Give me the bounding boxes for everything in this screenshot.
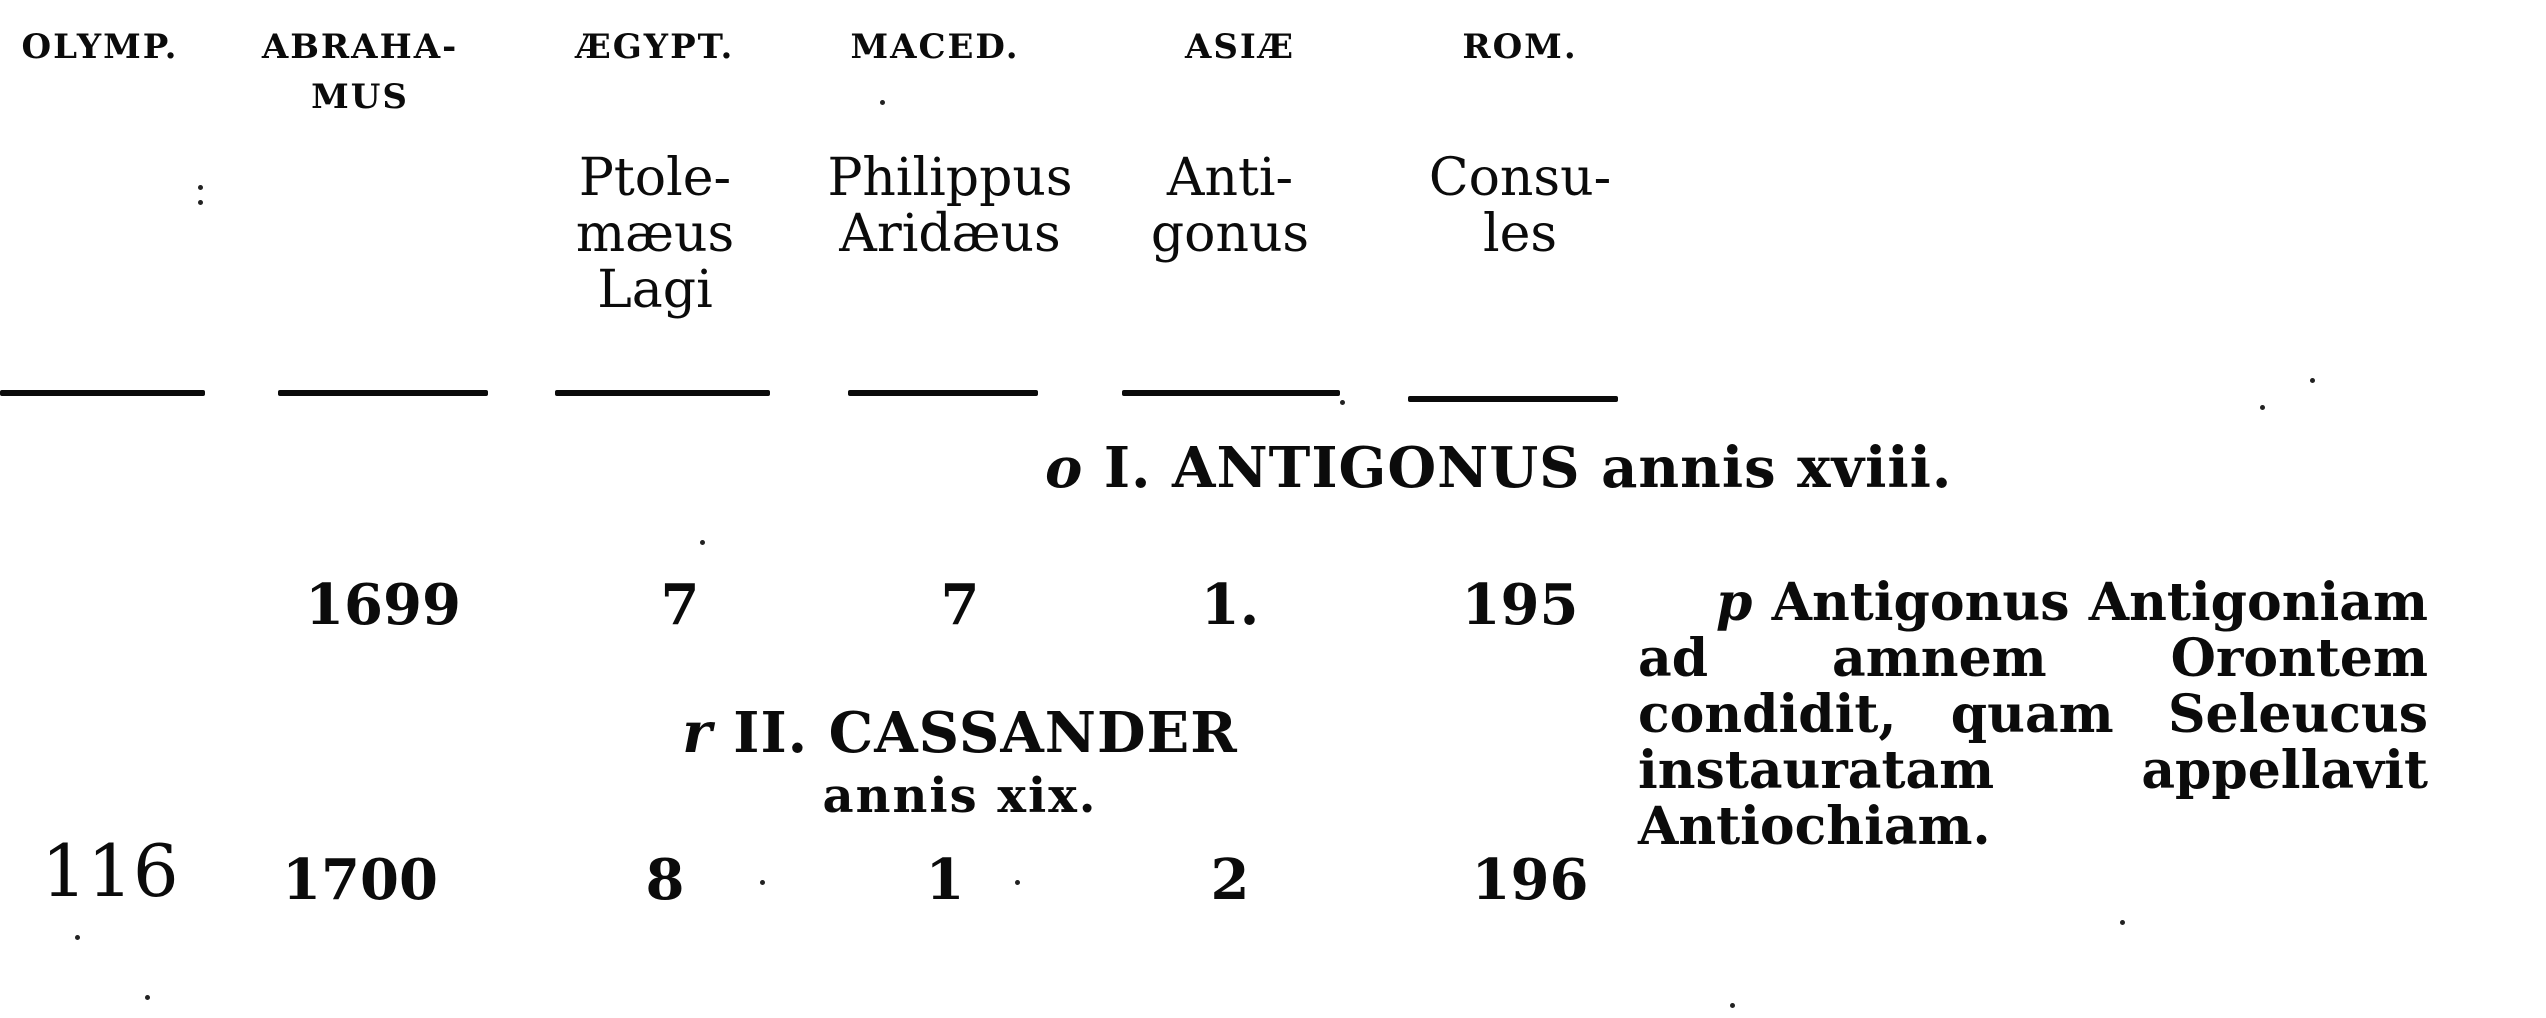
- print-speck: [2260, 405, 2265, 410]
- section-marker: o: [1045, 435, 1084, 501]
- header-aegypt: ÆGYPT.: [575, 27, 735, 67]
- marginal-note: [1638, 572, 2428, 857]
- print-speck: [75, 935, 80, 940]
- section-title: II. CASSANDER: [733, 700, 1238, 766]
- column-rule-olymp: [0, 390, 205, 396]
- row2-abrahamus: 1700: [282, 847, 438, 913]
- row2-asiae: 2: [1210, 847, 1250, 913]
- print-speck: [1730, 1003, 1735, 1008]
- row2-maced: 1: [925, 847, 965, 913]
- print-speck: [880, 100, 885, 105]
- row2-olymp: 116: [41, 829, 179, 913]
- row1-aegypt: 7: [660, 572, 700, 638]
- header-rom: ROM.: [1462, 27, 1578, 67]
- section-heading-antigonus: [1045, 435, 1952, 501]
- print-speck: [700, 540, 705, 545]
- row2-rom: 196: [1471, 847, 1589, 913]
- note-marker: p: [1716, 572, 1753, 633]
- row2-aegypt: 8: [645, 847, 685, 913]
- section-title: I. ANTIGONUS: [1103, 435, 1581, 501]
- ruler-rom: Consu- les: [1428, 148, 1612, 264]
- section-marker: r: [682, 700, 713, 766]
- print-speck: [198, 200, 203, 205]
- section-suffix: annis xviii.: [1601, 435, 1953, 501]
- header-asiae: ASIÆ: [1185, 27, 1295, 67]
- print-speck: [1340, 400, 1345, 405]
- print-speck: [198, 185, 203, 190]
- print-speck: [2310, 378, 2315, 383]
- section-heading-cassander: [660, 700, 1260, 826]
- column-rule-asiae: [1122, 390, 1340, 396]
- header-abrahamus: ABRAHA- MUS: [261, 27, 459, 117]
- section-suffix: annis xix.: [822, 768, 1098, 824]
- print-speck: [760, 880, 765, 885]
- column-rule-rom: [1408, 396, 1618, 402]
- note-text: Antigonus Antigoniam ad amnem Orontem condidit, quam Seleucus instauratam appellavit Antiochiam.: [1638, 572, 2428, 857]
- print-speck: [145, 995, 150, 1000]
- header-olymp: OLYMP.: [21, 27, 179, 67]
- row1-maced: 7: [940, 572, 980, 638]
- print-speck: [1015, 880, 1020, 885]
- ruler-maced: Philippus Aridæus: [827, 148, 1073, 264]
- print-speck: [2120, 920, 2125, 925]
- row1-asiae: 1.: [1200, 572, 1260, 638]
- row1-abrahamus: 1699: [305, 572, 461, 638]
- column-rule-maced: [848, 390, 1038, 396]
- ruler-aegypt: Ptole- mæus Lagi: [575, 148, 735, 320]
- row1-rom: 195: [1461, 572, 1579, 638]
- ruler-asiae: Anti- gonus: [1150, 148, 1310, 264]
- column-rule-aegypt: [555, 390, 770, 396]
- column-rule-abrahamus: [278, 390, 488, 396]
- header-maced: MACED.: [850, 27, 1020, 67]
